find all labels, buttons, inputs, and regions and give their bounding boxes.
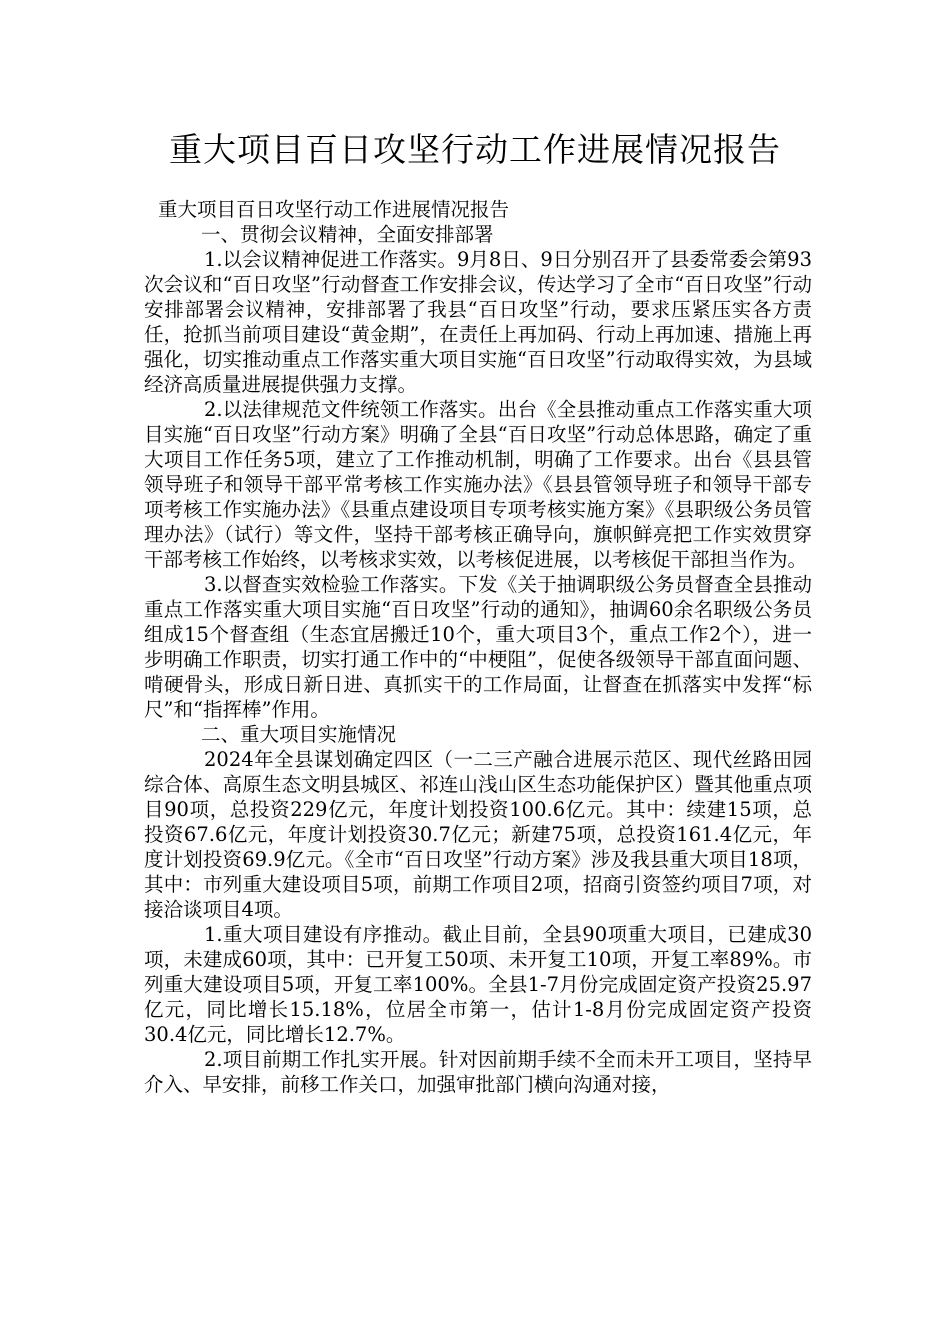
document-subtitle: 重大项目百日攻坚行动工作进展情况报告 <box>158 198 510 221</box>
document-title: 重大项目百日攻坚行动工作进展情况报告 <box>169 130 781 169</box>
body-paragraph: 2.项目前期工作扎实开展。针对因前期手续不全而未开工项目，坚持早介入、早安排，前移工作关口，加强审批部门横向沟通对接， <box>144 1048 812 1096</box>
body-paragraph: 2.以法律规范文件统领工作落实。出台《全县推动重点工作落实重大项目实施“百日攻坚”行动方案》明确了全县“百日攻坚”行动总体思路，确定了重大项目工作任务5项，建立了工作推动机制，明确了工作要求。出台《县县管领导班子和领导干部平常考核工作实施办法》《县县管领导班子和领导干部专项考核工作实施办法》《县重点建设项目专项考核实施方案》《县职级公务员管理办法》（试行）等文件，坚持干部考核正确导向，旗帜鲜亮把工作实效贯穿干部考核工作始终，以考核求实效，以考核促进展，以考核促干部担当作为。 <box>144 398 812 571</box>
body-paragraph: 3.以督查实效检验工作落实。下发《关于抽调职级公务员督查全县推动重点工作落实重大项目实施“百日攻坚”行动的通知》，抽调60余名职级公务员组成15个督查组（生态宜居搬迁10个，重大项目3个，重点工作2个），进一步明确工作职责，切实打通工作中的“中梗阻”，促使各级领导干部直面问题、啃硬骨头，形成日新日进、真抓实干的工作局面，让督查在抓落实中发挥“标尺”和“指挥棒”作用。 <box>144 573 812 721</box>
body-paragraph: 1.以会议精神促进工作落实。9月8日、9日分别召开了县委常委会第93次会议和“百日攻坚”行动督查工作安排会议，传达学习了全市“百日攻坚”行动安排部署会议精神，安排部署了我县“百日攻坚”行动，要求压紧压实各方责任，抢抓当前项目建设“黄金期”，在责任上再加码、行动上再加速、措施上再强化，切实推动重点工作落实重大项目实施“百日攻坚”行动取得实效，为县域经济高质量进展提供强力支撑。 <box>144 248 812 396</box>
document-body <box>144 197 812 1097</box>
section-heading: 一、贯彻会议精神，全面安排部署 <box>201 223 494 246</box>
body-paragraph: 1.重大项目建设有序推动。截止目前，全县90项重大项目，已建成30项，未建成60项，其中：已开复工50项、未开复工10项，开复工率89%。市列重大建设项目5项，开复工率100%。全县1-7月份完成固定资产投资25.97亿元，同比增长15.18%，位居全市第一，估计1-8月份完成固定资产投资30.4亿元，同比增长12.7%。 <box>144 923 812 1046</box>
body-paragraph: 2024年全县谋划确定四区（一二三产融合进展示范区、现代丝路田园综合体、高原生态文明县城区、祁连山浅山区生态功能保护区）暨其他重点项目90项，总投资229亿元，年度计划投资100.6亿元。其中：续建15项，总投资67.6亿元，年度计划投资30.7亿元；新建75项，总投资161.4亿元，年度计划投资69.9亿元。《全市“百日攻坚”行动方案》涉及我县重大项目18项，其中：市列重大建设项目5项，前期工作项目2项，招商引资签约项目7项，对接洽谈项目4项。 <box>144 748 812 921</box>
section-heading: 二、重大项目实施情况 <box>201 723 397 746</box>
